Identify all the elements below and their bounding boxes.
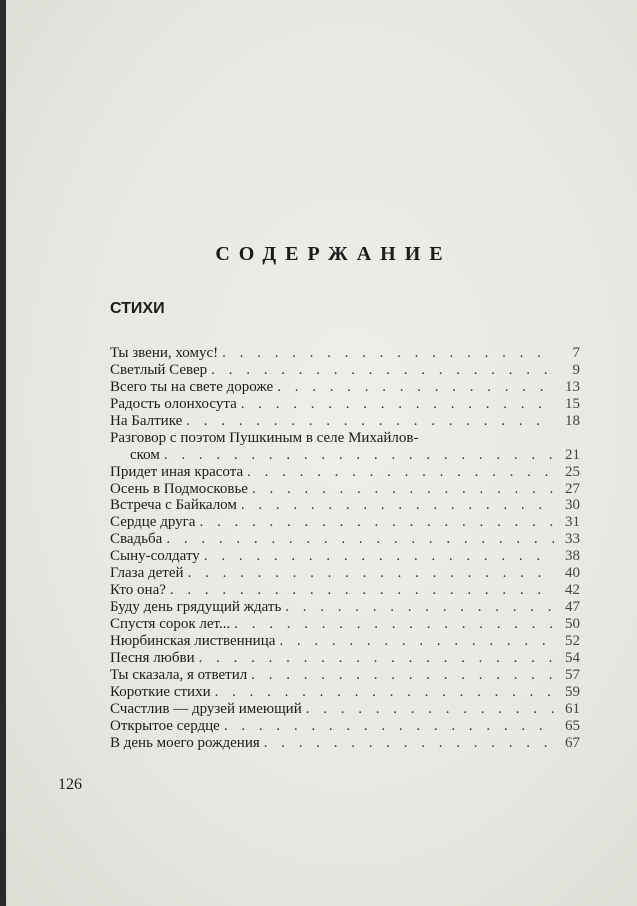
- toc-entry-title: Ты сказала, я ответил: [110, 666, 248, 683]
- toc-entry-title: Сыну-солдату: [110, 548, 200, 565]
- toc-entry-continuation[interactable]: [110, 447, 580, 464]
- page-number: 126: [58, 776, 82, 793]
- toc-entry-title: Нюрбинская лиственница: [110, 632, 276, 649]
- toc-entry[interactable]: [110, 718, 580, 735]
- toc-entry-page: 18: [565, 412, 580, 429]
- toc-entry[interactable]: [110, 667, 580, 684]
- leader-dots: [199, 514, 554, 531]
- section-heading: СТИХИ: [110, 300, 165, 317]
- toc-entry-page: 57: [565, 666, 580, 683]
- toc-entry-page: 27: [565, 480, 580, 497]
- toc-entry-page: 61: [565, 700, 580, 717]
- toc-entry[interactable]: [110, 362, 580, 379]
- toc-entry-title: Разговор с поэтом Пушкиным в селе Михайлов-: [110, 429, 419, 446]
- leader-dots: [215, 684, 554, 701]
- toc-entry-page: 25: [565, 463, 580, 480]
- leader-dots: [211, 362, 554, 379]
- toc-entry[interactable]: [110, 379, 580, 396]
- toc-entry[interactable]: [110, 735, 580, 752]
- toc-entry-page: 40: [565, 565, 580, 582]
- leader-dots: [234, 616, 554, 633]
- toc-entry-title: Песня любви: [110, 649, 195, 666]
- toc-entry[interactable]: [110, 582, 580, 599]
- toc-entry[interactable]: [110, 565, 580, 582]
- toc-entry-page: 9: [572, 361, 580, 378]
- leader-dots: [264, 735, 554, 752]
- toc-entry-page: 21: [565, 446, 580, 463]
- toc-entry[interactable]: [110, 345, 580, 362]
- leader-dots: [204, 548, 554, 565]
- leader-dots: [170, 582, 554, 599]
- toc-entry-title: В день моего рождения: [110, 734, 260, 751]
- toc-entry-page: 50: [565, 616, 580, 632]
- toc-entry-page: 15: [565, 395, 580, 412]
- toc-entry-title: Всего ты на свете дороже: [110, 378, 274, 395]
- scan-edge: [0, 0, 6, 906]
- leader-dots: [164, 447, 554, 464]
- toc-entry-title: Буду день грядущий ждать: [110, 599, 282, 616]
- toc-entry[interactable]: [110, 514, 580, 531]
- leader-dots: [306, 701, 554, 718]
- toc-entry[interactable]: [110, 413, 580, 430]
- toc-entry[interactable]: [110, 633, 580, 650]
- toc-entry-title: Радость олонхосута: [110, 395, 237, 412]
- toc-entry-page: 67: [565, 734, 580, 751]
- toc-entry-title: Свадьба: [110, 531, 163, 548]
- toc-entry-page: 7: [572, 345, 580, 361]
- toc-entry-page: 42: [565, 582, 580, 599]
- leader-dots: [251, 667, 554, 684]
- toc-entry-title: Кто она?: [110, 582, 166, 599]
- toc-entry[interactable]: [110, 548, 580, 565]
- toc-entry[interactable]: [110, 396, 580, 413]
- toc-entry[interactable]: [110, 481, 580, 498]
- toc-entry-page: 65: [565, 717, 580, 734]
- leader-dots: [186, 413, 554, 430]
- leader-dots: [188, 565, 554, 582]
- toc-entry[interactable]: [110, 701, 580, 718]
- toc-entry[interactable]: [110, 464, 580, 481]
- toc-entry[interactable]: [110, 650, 580, 667]
- toc-entry-page: 38: [565, 548, 580, 565]
- toc-entry-page: 30: [565, 497, 580, 514]
- leader-dots: [241, 396, 554, 413]
- leader-dots: [285, 599, 554, 616]
- toc-entry-page: 47: [565, 599, 580, 616]
- leader-dots: [279, 633, 554, 650]
- toc-entry[interactable]: [110, 599, 580, 616]
- page-title: СОДЕРЖАНИЕ: [215, 243, 452, 265]
- leader-dots: [166, 531, 554, 548]
- toc-entry[interactable]: [110, 531, 580, 548]
- toc-entry-page: 54: [565, 649, 580, 666]
- toc-entry-page: 59: [565, 683, 580, 700]
- toc-entry[interactable]: [110, 430, 580, 447]
- toc-entry[interactable]: [110, 616, 580, 633]
- toc-entry-title: Глаза детей: [110, 565, 184, 582]
- toc-entry-page: 13: [565, 378, 580, 395]
- toc-entry-title: Встреча с Байкалом: [110, 497, 237, 514]
- toc-entry-title-continued: ском: [130, 446, 160, 463]
- toc-entry-title: Спустя сорок лет...: [110, 616, 231, 632]
- toc-entry[interactable]: [110, 497, 580, 514]
- toc-entry-title: Короткие стихи: [110, 683, 211, 700]
- toc-entry-title: Светлый Север: [110, 361, 208, 378]
- leader-dots: [199, 650, 554, 667]
- toc-entry-title: Ты звени, хомус!: [110, 345, 219, 361]
- toc-entry-title: Осень в Подмосковье: [110, 480, 248, 497]
- leader-dots: [222, 345, 554, 362]
- table-of-contents: [110, 345, 580, 752]
- leader-dots: [241, 497, 554, 514]
- toc-entry-page: 33: [565, 531, 580, 548]
- toc-entry-title: Счастлив — друзей имеющий: [110, 700, 302, 717]
- leader-dots: [247, 464, 554, 481]
- leader-dots: [252, 481, 554, 498]
- toc-entry-page: 52: [565, 632, 580, 649]
- toc-entry-page: 31: [565, 514, 580, 531]
- leader-dots: [224, 718, 554, 735]
- leader-dots: [277, 379, 554, 396]
- toc-entry-title: Придет иная красота: [110, 463, 244, 480]
- toc-entry-title: Открытое сердце: [110, 717, 220, 734]
- toc-entry-title: На Балтике: [110, 412, 183, 429]
- toc-entry[interactable]: [110, 684, 580, 701]
- toc-entry-title: Сердце друга: [110, 514, 196, 531]
